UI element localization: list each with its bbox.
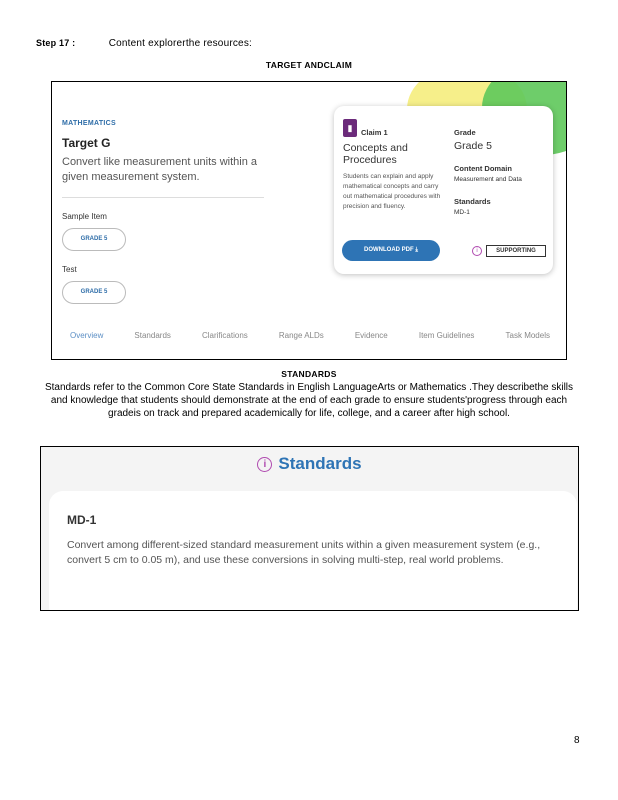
sample-item-label: Sample Item [62,212,107,221]
standards-title [41,454,578,474]
section-heading-standards: STANDARDS [281,369,337,379]
standards-title-text: Standards [278,454,362,473]
tab-overview[interactable]: Overview [70,331,104,340]
domain-value: Measurement and Data [454,176,522,183]
standard-code: MD-1 [67,513,97,527]
page-number: 8 [574,735,580,746]
step-label: Step 17 : [36,38,76,48]
test-label: Test [62,265,77,274]
step-line [36,38,252,49]
download-pdf-button[interactable]: DOWNLOAD PDF ⤓ [342,240,440,261]
info-icon[interactable]: i [472,246,482,256]
sample-item-grade-button[interactable]: GRADE 5 [62,228,126,251]
step-text: Content explorerthe resources: [108,38,252,49]
divider [62,197,264,198]
grade-label: Grade [454,128,476,137]
content-explorer-screenshot [51,81,567,360]
standard-card [49,491,577,611]
claim-title: Concepts and Procedures [343,142,408,166]
grade-value: Grade 5 [454,140,492,152]
claim-icon: ▮ [343,119,357,137]
standard-text: Convert among different-sized standard measurement units within a given measurement system (e.g., convert 5 cm to 0.05 m), and use these conversions in solving multi-step, real world problems. [67,539,541,566]
claim-card [334,106,553,274]
tab-evidence[interactable]: Evidence [354,331,388,340]
section-heading-target-claim: TARGET ANDCLAIM [265,60,353,70]
tab-range-alds[interactable]: Range ALDs [278,331,324,340]
target-title: Target G [62,136,111,150]
tab-task-models[interactable]: Task Models [505,331,550,340]
claim-label: Claim 1 [361,128,388,137]
subject-label: MATHEMATICS [62,120,116,127]
claim-description: Students can explain and apply mathematical concepts and carry out mathematical procedures with precision and fluency. [343,173,441,210]
standards-screenshot [40,446,579,611]
target-description: Convert like measurement units within a given measurement system. [62,156,258,183]
standards-label: Standards [454,197,491,206]
standards-paragraph: Standards refer to the Common Core State Standards in English LanguageArts or Mathematics .They describethe skills and knowledge that students should demonstrate at the end of each grade to ensure students'progress through each gradeis on track and prepared academically for life, college, and a career after high school. [44,382,574,419]
tab-item-guidelines[interactable]: Item Guidelines [418,331,475,340]
tab-clarifications[interactable]: Clarifications [201,331,248,340]
domain-label: Content Domain [454,164,512,173]
test-grade-button[interactable]: GRADE 5 [62,281,126,304]
supporting-badge: SUPPORTING [486,245,546,257]
info-icon[interactable]: i [257,457,272,472]
tab-standards[interactable]: Standards [134,331,171,340]
standards-value: MD-1 [454,209,470,216]
explorer-tabs [70,331,550,340]
